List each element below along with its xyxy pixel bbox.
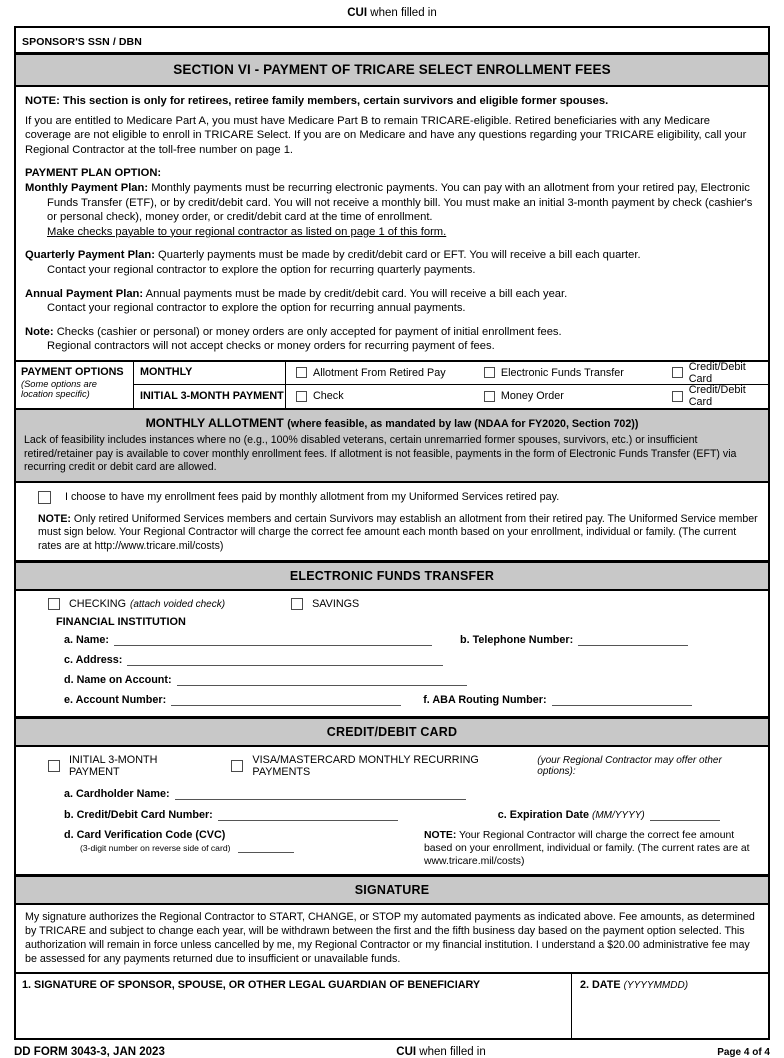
eft-account-type-row — [26, 598, 758, 610]
field-input-account-number[interactable] — [171, 693, 401, 706]
payment-options-title: PAYMENT OPTIONS — [21, 365, 124, 378]
intro-paragraph: If you are entitled to Medicare Part A, you must have Medicare Part B to remain TRICARE-eligible. Retired beneficiaries with any Medicare coverage are not eligible to enroll in TRICARE Select. If you are on Medicare and have any questions regarding your TRICARE eligibility, call your Regional Contractor at the toll-free number on page 1. — [25, 114, 747, 156]
allotment-choice-block — [16, 483, 768, 563]
quarterly-plan-label: Quarterly Payment Plan: — [25, 249, 155, 262]
checks-note-text: Checks (cashier or personal) or money orders are only accepted for payment of initial enrollment fees. — [53, 325, 562, 338]
quarterly-plan-text: Quarterly payments must be made by credit/debit card or EFT. You will receive a bill each quarter. — [154, 249, 641, 262]
signature-field-label: 1. SIGNATURE OF SPONSOR, SPOUSE, OR OTHER LEGAL GUARDIAN OF BENEFICIARY — [22, 979, 481, 992]
payment-options-row-initial-label: INITIAL 3-MONTH PAYMENT — [134, 385, 286, 408]
payment-options-legend — [16, 362, 134, 408]
eft-section-title: ELECTRONIC FUNDS TRANSFER — [289, 569, 495, 584]
annual-plan-label: Annual Payment Plan: — [25, 287, 144, 300]
field-input-expiration[interactable] — [650, 808, 720, 821]
field-input-telephone[interactable] — [578, 633, 688, 646]
page-footer — [14, 1040, 770, 1058]
field-label-cardholder-name: a. Cardholder Name: — [64, 788, 170, 801]
credit-card-section-title: CREDIT/DEBIT CARD — [326, 725, 458, 740]
quarterly-plan-text2: Contact your regional contractor to explore the option for recurring quarterly payments. — [47, 263, 476, 276]
monthly-allotment-heading — [24, 414, 760, 434]
field-label-card-number: b. Credit/Debit Card Number: — [64, 809, 213, 822]
checkbox-label-visa-mastercard: VISA/MASTERCARD MONTHLY RECURRING PAYMENTS — [252, 754, 479, 779]
payment-options-row-initial — [134, 385, 768, 408]
field-label-expiration — [398, 809, 650, 821]
checkbox-label: Check — [313, 390, 344, 403]
checkbox-label: I choose to have my enrollment fees paid by monthly allotment from my Uniformed Services retired pay. — [65, 491, 560, 504]
field-input-cardholder-name[interactable] — [175, 787, 467, 800]
checkbox-label-checking: CHECKING — [69, 598, 126, 611]
monthly-allotment-text: Lack of feasibility includes instances where no (e.g., 100% disabled veterans, certain unremarried former spouses, survivors, etc.) or insufficient retired/retainer pay is available to cover monthly enrollment fees. If allotment is not feasible, payments in the form of Electronic Funds Transfer (EFT) via recurring credit or debit card are allowed. — [24, 433, 737, 474]
credit-card-option-row — [26, 754, 758, 778]
field-row-address — [64, 653, 758, 666]
checkbox-label-initial-3-month: INITIAL 3-MONTH PAYMENT — [69, 754, 158, 779]
allotment-note-label: NOTE: — [38, 512, 71, 525]
section-vi-title: SECTION VI - PAYMENT OF TRICARE SELECT ENROLLMENT FEES — [173, 62, 611, 77]
checks-note-text2: Regional contractors will not accept checks or money orders for recurring payment of fees. — [47, 340, 495, 353]
cui-banner-top-rest: when filled in — [367, 7, 437, 19]
field-input-name-on-account[interactable] — [177, 673, 467, 686]
sponsor-ssn-label: SPONSOR'S SSN / DBN — [22, 36, 142, 48]
field-label-address: c. Address: — [64, 654, 123, 667]
field-label-cvc: d. Card Verification Code (CVC) — [64, 829, 226, 842]
sponsor-ssn-row[interactable] — [16, 28, 768, 54]
section-vi-header — [16, 54, 768, 87]
checkbox-icon[interactable] — [484, 391, 495, 402]
checkbox-option-check[interactable] — [296, 390, 484, 402]
date-field-label-bold: 2. DATE — [580, 979, 624, 992]
checkbox-icon[interactable] — [38, 491, 51, 504]
monthly-allotment-heading-rest: (where feasible, as mandated by law (NDAA for FY2020, Section 702)) — [287, 417, 639, 430]
field-input-cvc[interactable] — [238, 842, 294, 853]
field-label-aba: f. ABA Routing Number: — [423, 694, 547, 707]
payment-plan-option-heading-text: PAYMENT PLAN OPTION: — [25, 167, 162, 180]
monthly-allotment-block — [16, 410, 768, 483]
date-field[interactable] — [572, 974, 768, 1038]
checkbox-option-electronic-funds-transfer[interactable] — [484, 367, 672, 379]
annual-plan-text2: Contact your regional contractor to explore the option for recurring annual payments. — [47, 302, 466, 315]
checkbox-label: Money Order — [500, 390, 564, 403]
intro-note — [25, 94, 759, 109]
payment-options-row-monthly-label: MONTHLY — [134, 361, 286, 384]
checking-hint: (attach voided check) — [130, 598, 226, 610]
field-input-address[interactable] — [127, 653, 442, 666]
payment-options-row-monthly — [134, 362, 768, 385]
eft-section-header — [16, 562, 768, 591]
checkbox-icon[interactable] — [48, 598, 60, 610]
field-row-account-aba — [64, 693, 758, 706]
signature-section-header — [16, 876, 768, 905]
credit-card-note — [424, 829, 758, 868]
field-row-card-number-expiration — [64, 808, 758, 821]
payment-options-table — [16, 362, 768, 410]
signature-authorization-text: My signature authorizes the Regional Contractor to START, CHANGE, or STOP my automated payments as indicated above. Fee amounts, as determined by TRICARE and subject to change each year, will be withdrawn between the first and the fifth business day based on the payment option selected. This authorization will remain in force unless cancelled by me, my Regional Contractor or my financial institution. I understand a $20.00 administrative fee may be assessed for any payments returned due to insufficient or unavailable funds. — [25, 911, 755, 965]
credit-card-note-text: Your Regional Contractor will charge the correct fee amount based on your enrollment, individual or family. (The current rates are at www.tricare.mil/costs) — [424, 830, 750, 868]
monthly-plan-underlined: Make checks payable to your regional contractor as listed on page 1 of this form. — [47, 225, 447, 238]
payment-options-subtitle: (Some options are location specific) — [21, 378, 97, 400]
date-field-label — [580, 979, 760, 991]
signature-field[interactable] — [16, 974, 572, 1038]
field-label-name-on-account: d. Name on Account: — [64, 674, 172, 687]
field-label-telephone: b. Telephone Number: — [460, 634, 574, 647]
cui-banner-bottom-rest: when filled in — [416, 1046, 486, 1058]
checkbox-icon[interactable] — [296, 367, 307, 378]
checkbox-label: Credit/Debit Card — [688, 384, 746, 409]
field-label-name: a. Name: — [64, 634, 110, 647]
signature-authorization-block — [16, 905, 768, 974]
cvc-hint: (3-digit number on reverse side of card) — [80, 843, 231, 854]
field-input-name[interactable] — [114, 633, 432, 646]
cui-banner-bottom — [165, 1046, 717, 1058]
checkbox-icon[interactable] — [296, 391, 307, 402]
checkbox-label-savings: SAVINGS — [312, 598, 360, 611]
monthly-allotment-heading-bold: MONTHLY ALLOTMENT — [145, 415, 288, 430]
checkbox-label: Electronic Funds Transfer — [500, 366, 624, 379]
field-label-account-number: e. Account Number: — [64, 694, 167, 707]
credit-card-section-header — [16, 718, 768, 747]
checkbox-option-money-order[interactable] — [484, 390, 672, 402]
monthly-plan-underline-row — [25, 225, 759, 240]
field-input-aba[interactable] — [552, 693, 692, 706]
monthly-plan-text: Monthly payments must be recurring electronic payments. You can pay with an allotment from your retired pay, Electronic Funds Transfer (ETF), or by credit/debit card. You will not receive a monthly bill. You must make an initial 3-month payment by check (cashier's or personal check), money order, or credit/debit card at the time of enrollment. — [47, 181, 753, 224]
intro-block — [16, 87, 768, 362]
field-input-card-number[interactable] — [218, 808, 398, 821]
credit-card-note-label: NOTE: — [424, 830, 457, 842]
monthly-plan-paragraph — [25, 181, 759, 225]
intro-note-text: NOTE: This section is only for retirees, retiree family members, certain survivors and eligible former spouses. — [25, 95, 609, 107]
signature-section-title: SIGNATURE — [354, 883, 430, 898]
field-row-cardholder-name — [64, 787, 758, 800]
checkbox-label: Allotment From Retired Pay — [313, 366, 446, 379]
checkbox-option-credit-debit-card-initial[interactable] — [672, 384, 768, 408]
eft-block — [16, 591, 768, 718]
checkbox-option-credit-debit-card-monthly[interactable] — [672, 361, 768, 385]
cui-banner-top — [14, 0, 770, 26]
cui-banner-top-bold: CUI — [347, 7, 368, 19]
quarterly-plan-paragraph — [25, 248, 759, 263]
checkbox-label: Credit/Debit Card — [688, 360, 746, 385]
checkbox-icon[interactable] — [672, 367, 683, 378]
checkbox-option-allotment-choice[interactable] — [24, 491, 760, 504]
form-body — [14, 26, 770, 1040]
checks-note-label: Note: — [25, 325, 54, 338]
field-label-expiration-bold: c. Expiration Date — [497, 809, 592, 822]
allotment-note-text: Only retired Uniformed Services members and certain Survivors may establish an allotment from their retired pay. The Uniformed Service member must sign below. Your Regional Contractor will charge the correct fee amount each month based on your enrollment, individual or family. (The current rates are at http://www.tricare.mil/costs) — [38, 512, 758, 552]
visa-mastercard-hint: (your Regional Contractor may offer other options): — [537, 755, 722, 778]
form-identifier: DD FORM 3043-3, JAN 2023 — [14, 1046, 165, 1058]
financial-institution-title: FINANCIAL INSTITUTION — [56, 616, 186, 629]
field-label-expiration-format: (MM/YYYY) — [591, 810, 645, 822]
page-number: Page 4 of 4 — [717, 1047, 770, 1058]
checks-note-paragraph — [25, 325, 759, 340]
payment-plan-option-heading — [25, 166, 759, 181]
checkbox-icon[interactable] — [48, 760, 60, 772]
checkbox-icon[interactable] — [672, 391, 683, 402]
checkbox-icon[interactable] — [231, 760, 243, 772]
checkbox-icon[interactable] — [484, 367, 495, 378]
field-row-name-on-account — [64, 673, 758, 686]
monthly-plan-label: Monthly Payment Plan: — [25, 181, 149, 194]
checkbox-icon[interactable] — [291, 598, 303, 610]
credit-card-block — [16, 747, 768, 876]
annual-plan-text: Annual payments must be made by credit/debit card. You will receive a bill each year. — [143, 287, 568, 300]
date-field-format: (YYYYMMDD) — [623, 980, 689, 992]
annual-plan-paragraph — [25, 287, 759, 302]
field-row-name-telephone — [64, 633, 758, 646]
allotment-note — [24, 513, 760, 554]
signature-fields-row — [16, 974, 768, 1038]
cui-banner-bottom-bold: CUI — [396, 1046, 417, 1058]
checkbox-option-allotment-from-retired-pay[interactable] — [296, 367, 484, 379]
